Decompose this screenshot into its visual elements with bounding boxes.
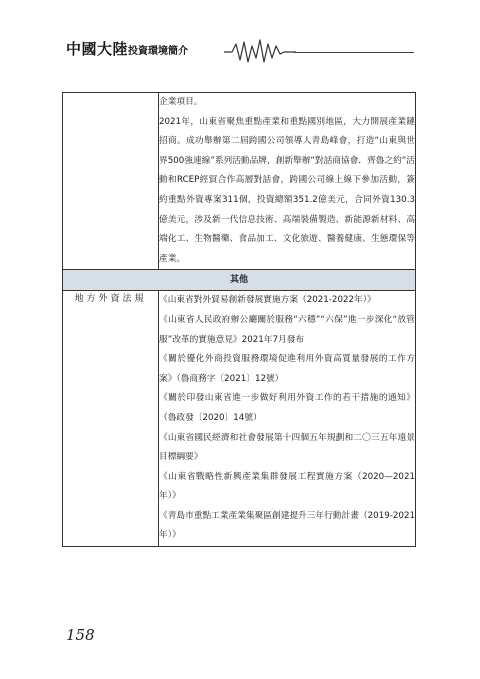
section-header-row bbox=[63, 270, 416, 291]
heartbeat-wave-icon bbox=[224, 36, 296, 66]
header-rule bbox=[294, 52, 414, 53]
header-title bbox=[66, 38, 188, 59]
law-item: 《山東省人民政府辦公廳關於服務“六穩”“六保”進一步深化“放管服”改革的實施意見》2021年7月發布 bbox=[159, 314, 415, 345]
page-number: 158 bbox=[66, 626, 95, 644]
law-item: 《山東省對外貿易創新發展實施方案（2021-2022年）》 bbox=[159, 295, 376, 306]
header-title-main: 中國大陸 bbox=[66, 40, 129, 58]
running-header bbox=[66, 36, 416, 66]
law-item: 《關於印發山東省進一步做好利用外資工作的若干措施的通知》（魯政發〔2020〕14號） bbox=[159, 393, 415, 423]
law-item: 《山東省國民經濟和社會發展第十四個五年規劃和二〇三五年遠景目標綱要》 bbox=[159, 432, 415, 463]
row-label: 地方外資法規 bbox=[63, 291, 159, 547]
table-row bbox=[63, 291, 416, 547]
law-item: 《山東省戰略性新興產業集群發展工程實施方案（2020—2021年）》 bbox=[159, 471, 415, 502]
description-line: 企業項目。 bbox=[159, 97, 203, 107]
law-item: 《關於優化外商投資服務環境促進利用外資高質量發展的工作方案》（魯商務字〔2021〕12號） bbox=[159, 354, 415, 384]
law-item: 《青島市重點工業產業集聚區創建提升三年行動計畫（2019-2021年）》 bbox=[159, 510, 415, 541]
description-cell bbox=[159, 93, 416, 270]
header-title-sub: 投資環境簡介 bbox=[128, 46, 189, 57]
table-row bbox=[63, 93, 416, 270]
info-table bbox=[62, 92, 416, 547]
laws-cell bbox=[159, 291, 416, 547]
empty-label-cell bbox=[63, 93, 159, 270]
section-header: 其他 bbox=[63, 270, 416, 291]
description-paragraph: 2021年，山東省聚焦重點產業和重點國別地區，大力開展產業鏈招商。成功舉辦第二屆跨國公司領導人青島峰會，打造“山東與世界500強連線”系列活動品牌，創新舉辦“對話商協會．齊魯之約”活動和RCEP經貿合作高層對話會，跨國公司線上線下參加活動，簽約重點外資專案311個，投資總額351.2億美元，合同外資130.3億美元，涉及新一代信息技術、高端裝備製造、新能源新材料、高端化工、生物醫藥、食品加工、文化旅遊、醫養健康、生態環保等產業。 bbox=[159, 116, 415, 264]
